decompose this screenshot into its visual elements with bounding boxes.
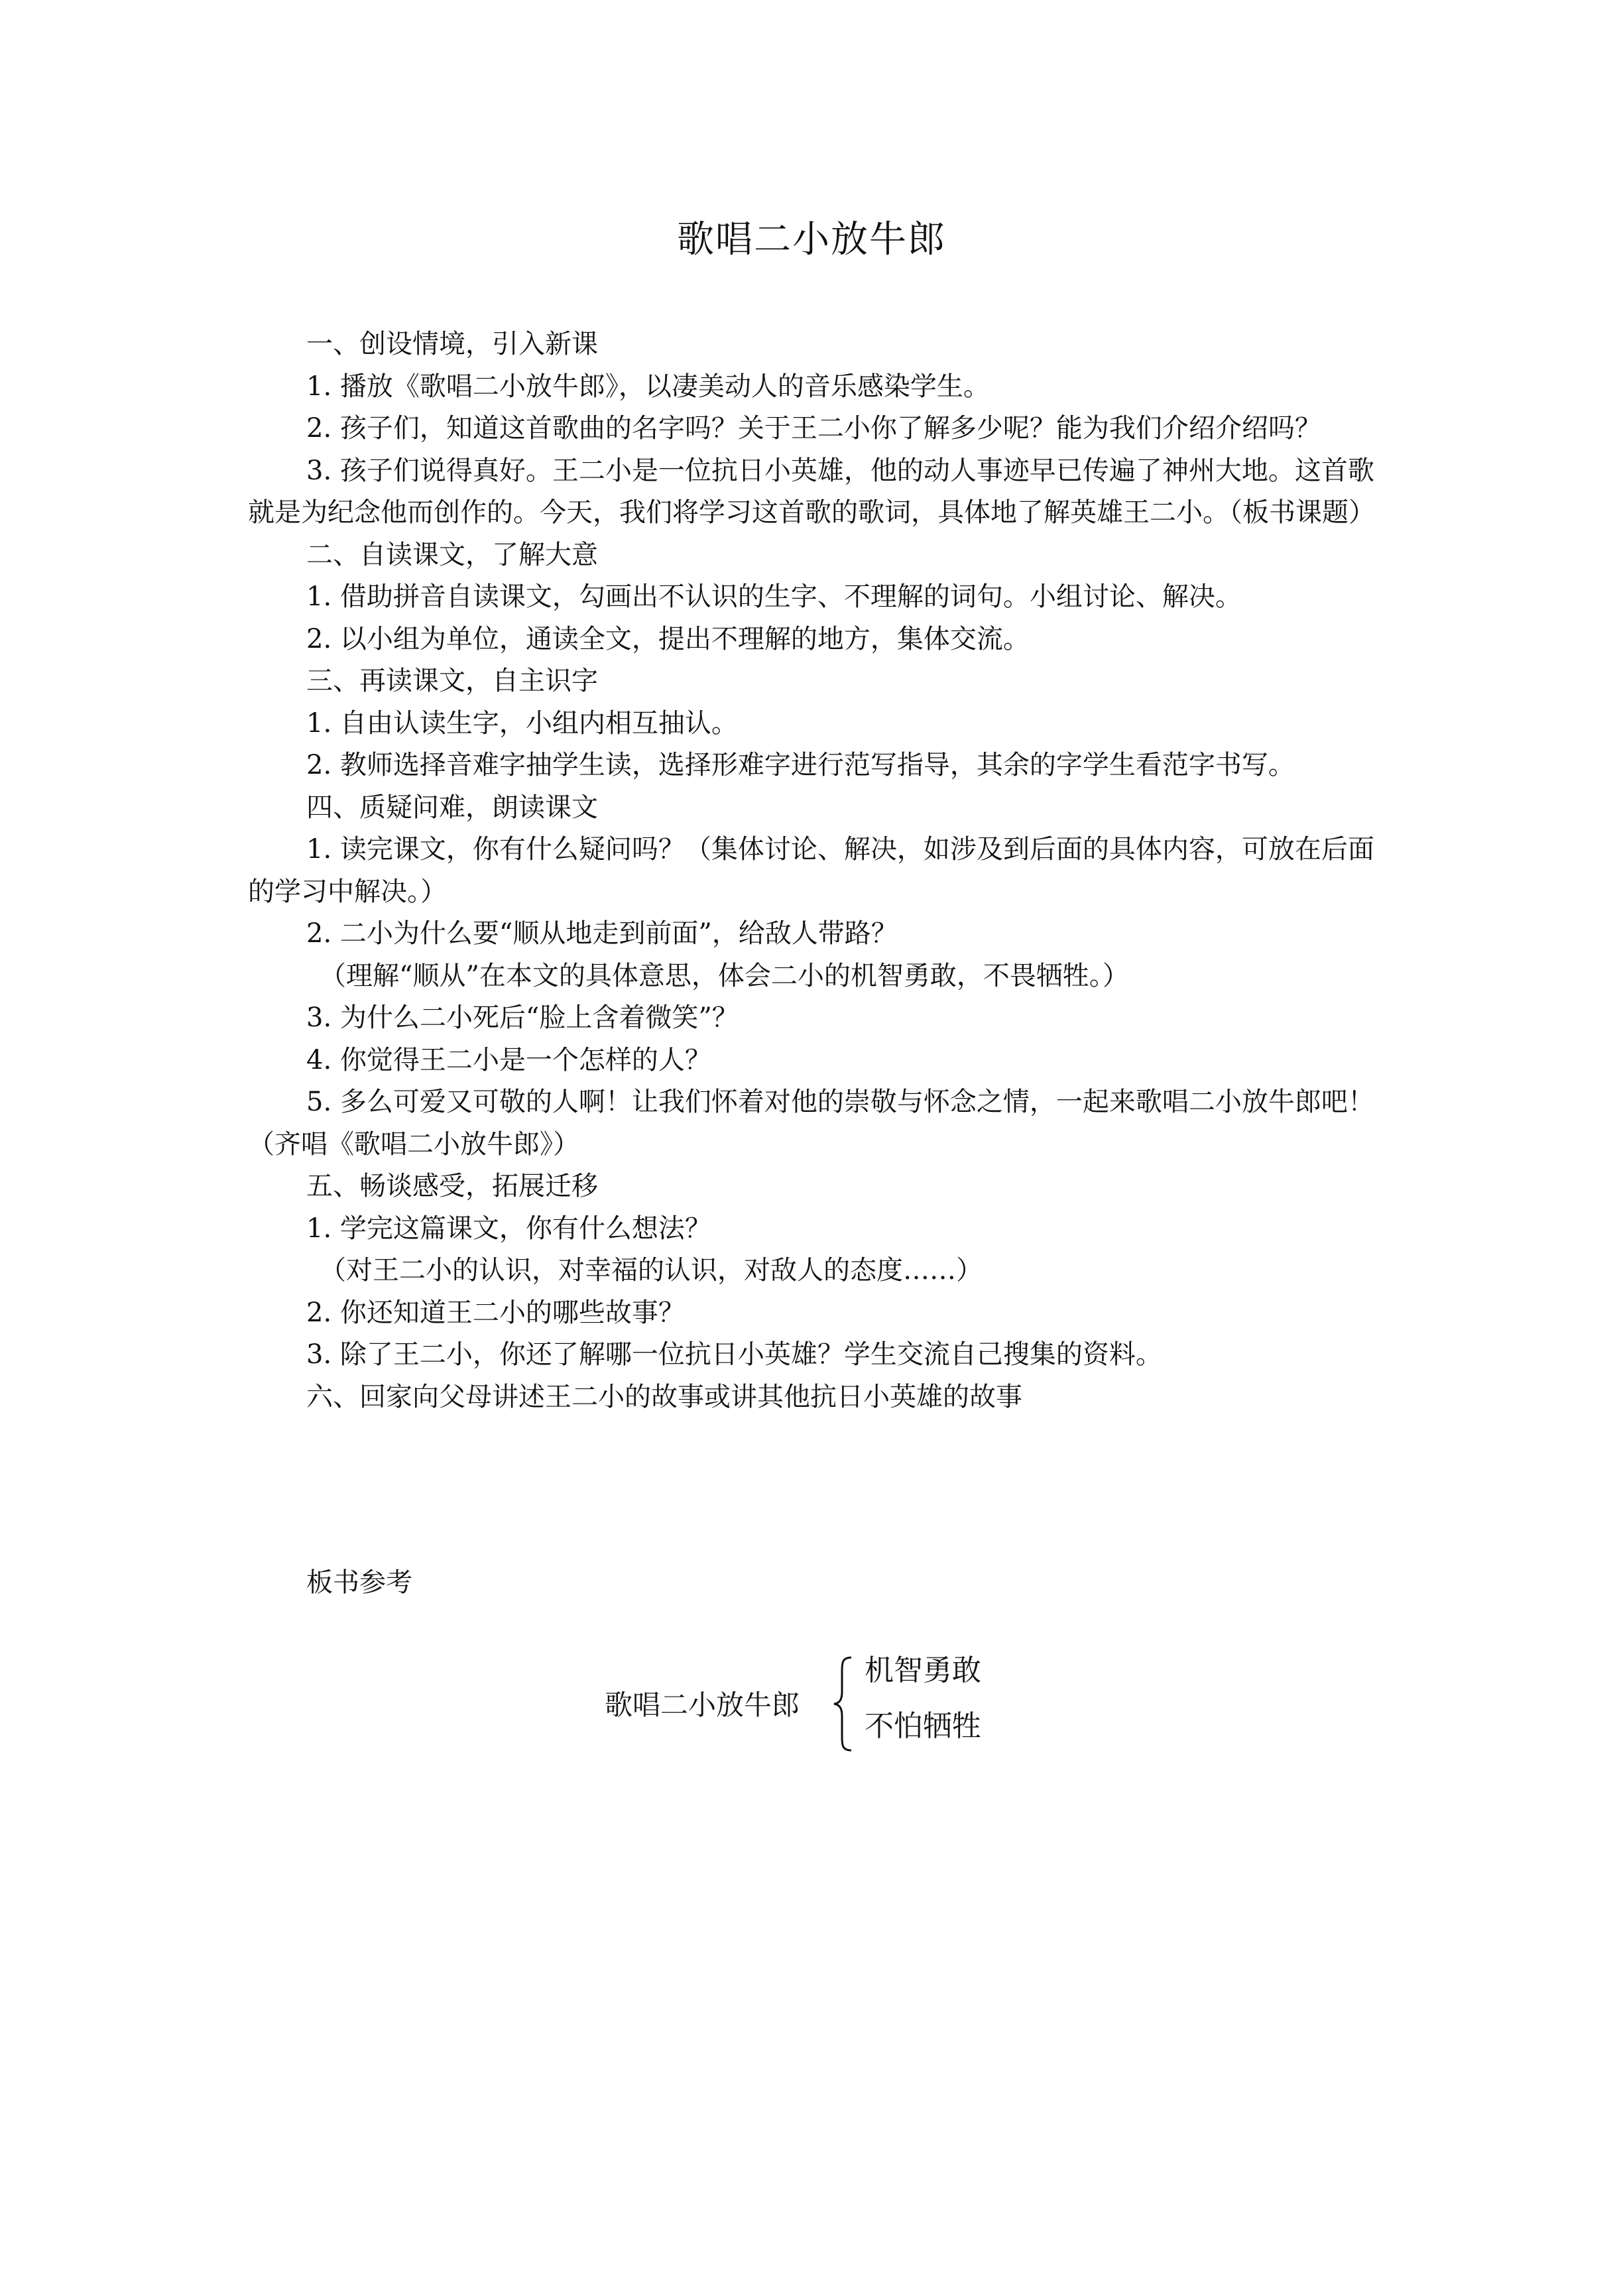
paragraph: 一、创设情境，引入新课	[306, 329, 598, 359]
paragraph: 1. 借助拼音自读课文，勾画出不认识的生字、不理解的词句。小组讨论、解决。	[306, 581, 1242, 612]
paragraph: 4. 你觉得王二小是一个怎样的人？	[306, 1044, 711, 1075]
paragraph: 2. 孩子们，知道这首歌曲的名字吗？关于王二小你了解多少呢？能为我们介绍介绍吗？	[306, 413, 1321, 444]
board-item: 不怕牺牲	[865, 1709, 981, 1743]
curly-brace-icon	[830, 1654, 857, 1753]
paragraph: （对王二小的认识，对幸福的认识，对敌人的态度……）	[320, 1255, 983, 1286]
paragraph: 1. 读完课文，你有什么疑问吗？（集体讨论、解决，如涉及到后面的具体内容，可放在后面的学习中解决。）	[248, 834, 1374, 907]
paragraph: 2. 你还知道王二小的哪些故事？	[306, 1297, 685, 1328]
paragraph: 1. 学完这篇课文，你有什么想法？	[306, 1213, 711, 1244]
paragraph: 四、质疑问难，朗读课文	[306, 792, 598, 823]
paragraph: 2. 教师选择音难字抽学生读，选择形难字进行范写指导，其余的字学生看范字书写。	[306, 750, 1295, 780]
paragraph: 1. 播放《歌唱二小放牛郎》，以凄美动人的音乐感染学生。	[306, 371, 990, 402]
paragraph: 三、再读课文，自主识字	[306, 666, 598, 696]
paragraph: （理解“顺从”在本文的具体意思，体会二小的机智勇敢，不畏牺牲。）	[320, 960, 1129, 991]
paragraph: 1. 自由认读生字，小组内相互抽认。	[306, 707, 738, 739]
board-main-title: 歌唱二小放牛郎	[605, 1689, 800, 1721]
paragraph: 3. 为什么二小死后“脸上含着微笑”？	[306, 1002, 739, 1033]
board-item: 机智勇敢	[865, 1654, 981, 1687]
paragraph: 2. 二小为什么要“顺从地走到前面”，给敌人带路？	[306, 918, 898, 949]
paragraph: 2. 以小组为单位，通读全文，提出不理解的地方，集体交流。	[306, 623, 1030, 654]
blackboard-summary	[605, 1651, 1069, 1764]
paragraph: 五、畅谈感受，拓展迁移	[306, 1171, 598, 1201]
document-title: 歌唱二小放牛郎	[677, 218, 946, 261]
paragraph: 六、回家向父母讲述王二小的故事或讲其他抗日小英雄的故事	[306, 1381, 1022, 1412]
document-body	[248, 324, 1388, 1418]
board-reference-label: 板书参考	[306, 1567, 412, 1598]
paragraph: 二、自读课文，了解大意	[306, 539, 598, 570]
paragraph: 3. 孩子们说得真好。王二小是一位抗日小英雄，他的动人事迹早已传遍了神州大地。这首歌就是为纪念他而创作的。今天，我们将学习这首歌的歌词，具体地了解英雄王二小。（板书课题）	[248, 455, 1375, 528]
paragraph: 3. 除了王二小，你还了解哪一位抗日小英雄？学生交流自己搜集的资料。	[306, 1339, 1162, 1370]
paragraph: 5. 多么可爱又可敬的人啊！让我们怀着对他的崇敬与怀念之情，一起来歌唱二小放牛郎吧！（齐唱《歌唱二小放牛郎》）	[248, 1087, 1374, 1160]
